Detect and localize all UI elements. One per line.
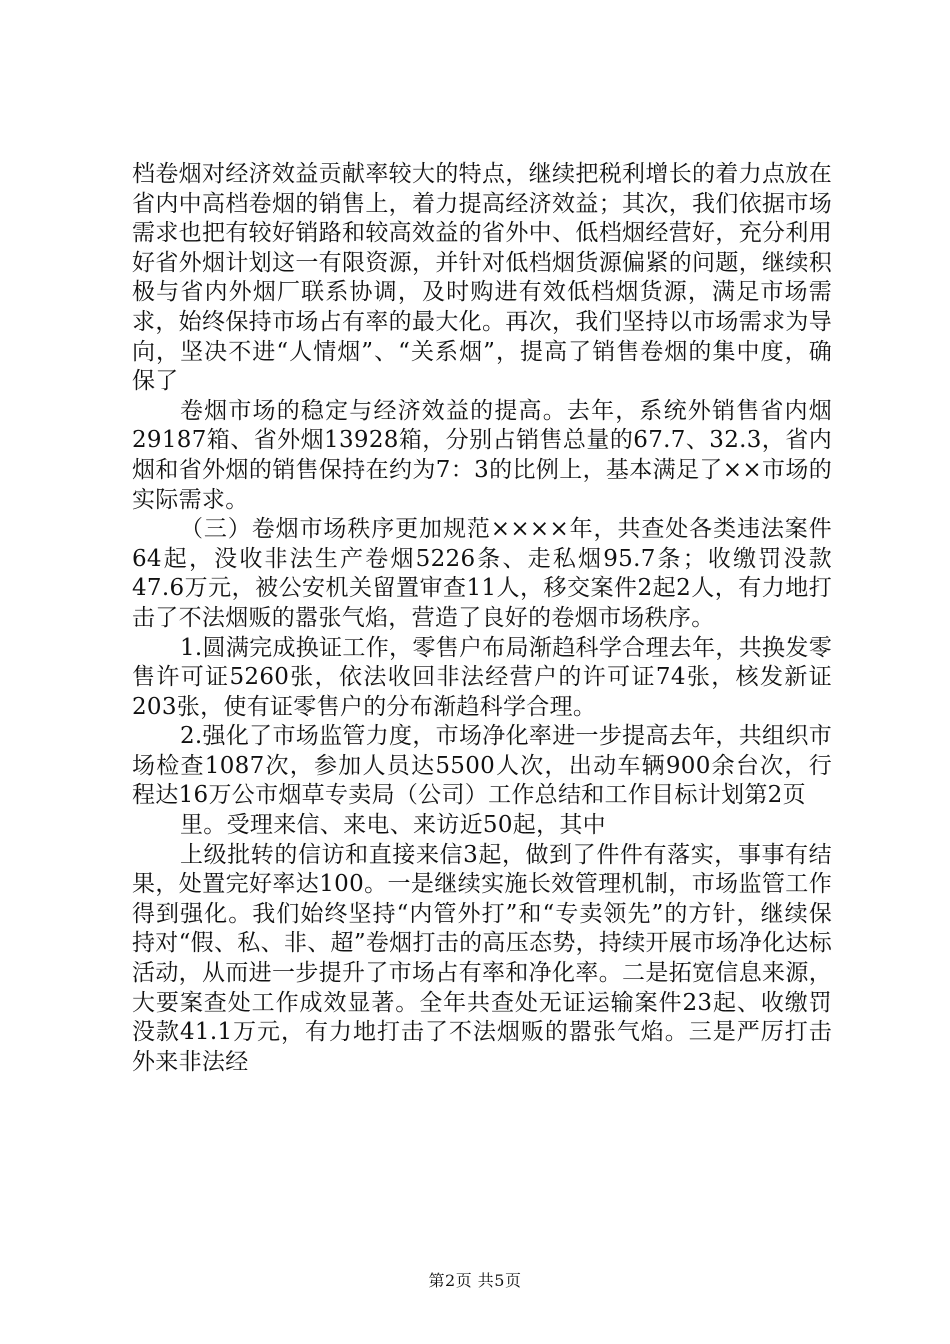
document-body [132,160,832,1077]
paragraph-1: 档卷烟对经济效益贡献率较大的特点，继续把税利增长的着力点放在省内中高档卷烟的销售上，着力提高经济效益；其次，我们依据市场需求也把有较好销路和较高效益的省外中、低档烟经营好，充分利用好省外烟计划这一有限资源，并针对低档烟货源偏紧的问题，继续积极与省内外烟厂联系协调，及时购进有效低档烟货源，满足市场需求，始终保持市场占有率的最大化。再次，我们坚持以市场需求为导向，坚决不进“人情烟”、“关系烟”，提高了销售卷烟的集中度，确保了 [132,161,832,395]
paragraph-7: 上级批转的信访和直接来信3起，做到了件件有落实，事事有结果，处置完好率达100。一是继续实施长效管理机制，市场监管工作得到强化。我们始终坚持“内管外打”和“专卖领先”的方针，继续保持对“假、私、非、超”卷烟打击的高压态势，持续开展市场净化达标活动，从而进一步提升了市场占有率和净化率。二是拓宽信息来源，大要案查处工作成效显著。全年共查处无证运输案件23起、收缴罚没款41.1万元，有力地打击了不法烟贩的嚣张气焰。三是严厉打击外来非法经 [132,841,832,1075]
paragraph-2: 卷烟市场的稳定与经济效益的提高。去年，系统外销售省内烟29187箱、省外烟13928箱，分别占销售总量的67.7、32.3，省内烟和省外烟的销售保持在约为7：3的比例上，基本满足了××市场的实际需求。 [132,397,832,513]
paragraph-6: 里。受理来信、来电、来访近50起，其中 [180,812,606,839]
paragraph-3: （三）卷烟市场秩序更加规范××××年，共查处各类违法案件64起，没收非法生产卷烟5226条、走私烟95.7条；收缴罚没款47.6万元，被公安机关留置审查11人，移交案件2起2人，有力地打击了不法烟贩的嚣张气焰，营造了良好的卷烟市场秩序。 [132,516,832,631]
page-footer: 第2页 共5页 [428,1271,522,1290]
paragraph-4: 1.圆满完成换证工作，零售户布局渐趋科学合理去年，共换发零售许可证5260张，依法收回非法经营户的许可证74张，核发新证203张，使有证零售户的分布渐趋科学合理。 [132,634,832,720]
paragraph-5: 2.强化了市场监管力度，市场净化率进一步提高去年，共组织市场检查1087次，参加人员达5500人次，出动车辆900余台次，行程达16万公市烟草专卖局（公司）工作总结和工作目标计划第2页 [132,723,832,809]
